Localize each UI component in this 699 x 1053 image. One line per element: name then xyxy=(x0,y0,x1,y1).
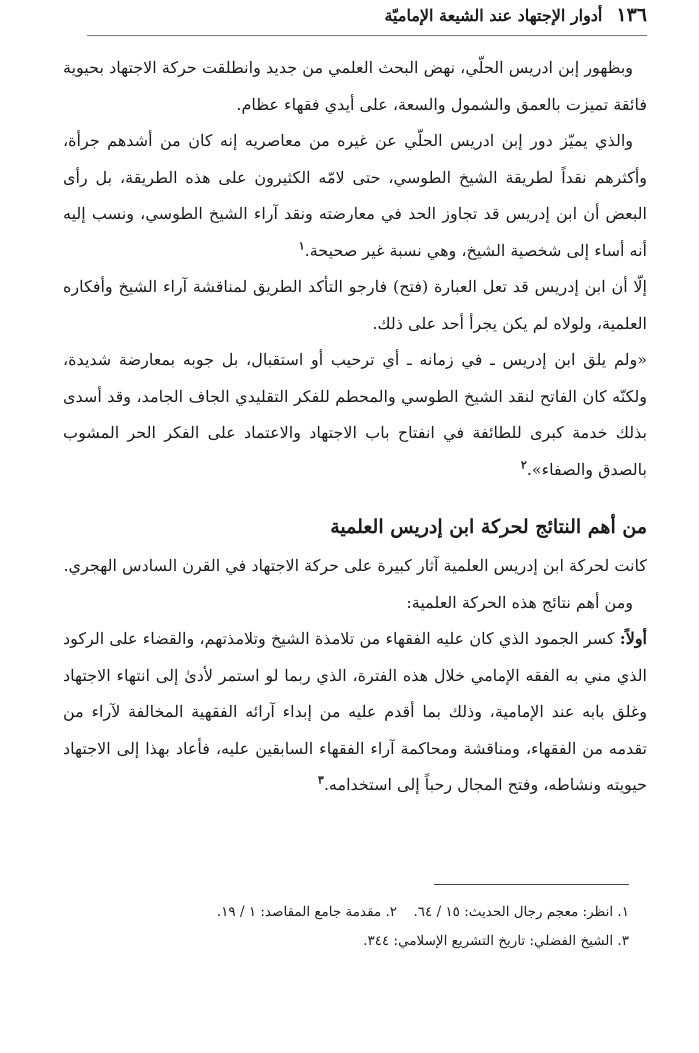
footnote-ref-1: ١ xyxy=(298,239,305,253)
paragraph-1: وبظهور إبن ادريس الحلّي، نهض البحث العلمي من جديد وانطلقت حركة الاجتهاد بحيوية فائقة تميزت بالعمق والشمول والسعة، على أيدي فقهاء عظام. xyxy=(63,58,647,114)
footnote-2: ٢. مقدمة جامع المقاصد: ١ / ١٩. xyxy=(216,904,397,920)
footnote-1: ١. انظر: معجم رجال الحديث: ١٥ / ٦٤. xyxy=(413,904,629,920)
footnote-3: ٣. الشيخ الفضلي: تاريخ التشريع الإسلامي: ٣٤٤. xyxy=(363,933,629,949)
main-text xyxy=(63,50,647,804)
section-heading: من أهم النتائج لحركة ابن إدريس العلمية xyxy=(330,516,647,538)
footnote-divider xyxy=(434,884,629,885)
point-first: أولاً: كسر الجمود الذي كان عليه الفقهاء من تلامذة الشيخ وتلامذتهم، والقضاء على الركود الذي مني به الفقه الإمامي خلال هذه الفترة، الذي ربما لو استمر لأدىٰ إلى انتهاء الاجتهاد وغلق بابه عند الإمامية، وذلك بما أقدم عليه من إبداء آرائه الفقهية المخالفة لآراء من تقدمه من الفقهاء، ومناقشة ومحاكمة آراء الفقهاء السابقين عليه، فأعاد بهذا إلى الاجتهاد حيويته ونشاطه، وفتح المجال رحباً إلى استخدامه.$^٣$ xyxy=(63,629,647,794)
footnote-row xyxy=(69,898,629,927)
section-intro: كانت لحركة ابن إدريس العلمية آثار كبيرة على حركة الاجتهاد في القرن السادس الهجري. xyxy=(63,556,647,575)
section-lead: ومن أهم نتائج هذه الحركة العلمية: xyxy=(406,592,633,612)
paragraph-4-quote: «ولم يلق ابن إدريس ـ في زمانه ـ أي ترحيب أو استقبال، بل جوبه بمعارضة شديدة، ولكنّه كان الفاتح لنقد الشيخ الطوسي والمحطم للفكر التقليدي الجاف الجامد، وقد أسدى بذلك خدمة كبرى للطائفة في انفتاح باب الاجتهاد والاعتماد على الفكر الحر المشوب بالصدق والصفاء».$^٢$ xyxy=(63,350,647,479)
page-number: ١٣٦ xyxy=(616,4,647,26)
footnote-ref-2: ٢ xyxy=(520,458,527,472)
point-label: أولاً: xyxy=(619,629,647,648)
book-title: أدوار الإجتهاد عند الشيعة الإماميّة xyxy=(384,6,603,25)
paragraph-3: إلّا أن ابن إدريس قد تعل العبارة (فتح) فارجو التأكد الطريق لمناقشة آراء الشيخ وأفكاره العلمية، ولولاه لم يكن يجرأ أحد على ذلك. xyxy=(63,277,647,333)
running-header xyxy=(50,4,647,34)
footnotes xyxy=(69,898,629,956)
footnote-ref-3: ٣ xyxy=(317,773,324,787)
paragraph-2: والذي يميّز دور إبن ادريس الحلّي عن غيره من معاصريه إنه كان من أشدهم جرأة، وأكثرهم نقداً لطريقة الشيخ الطوسي، حتى لامّه الكثيرون على هذه الطريقة، بل رأى البعض أن ابن إدريس قد تجاوز الحد في معارضته ونقد آراء الشيخ الطوسي، ونسب إليه أنه أساء إلى شخصية الشيخ، وهي نسبة غير صحيحة.$^١$ xyxy=(63,131,647,260)
header-divider xyxy=(87,35,647,36)
